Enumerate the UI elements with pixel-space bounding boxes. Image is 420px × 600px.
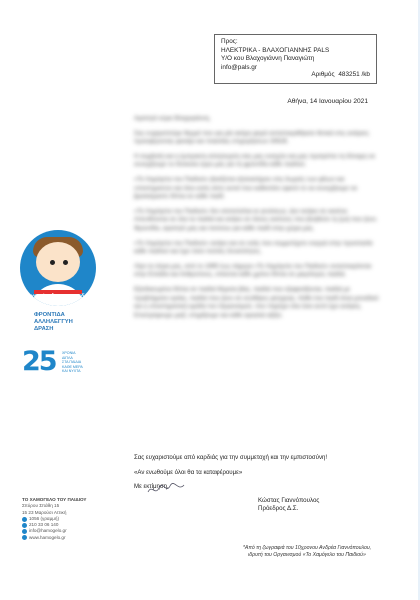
contact-phone-2: 210 33 06 140 (29, 522, 59, 528)
globe-icon (22, 535, 27, 540)
contact-org: ΤΟ ΧΑΜΟΓΕΛΟ ΤΟΥ ΠΑΙΔΙΟΥ (22, 497, 87, 502)
anniversary-logo (22, 346, 106, 376)
footnote-line-1: *Από τη ζωγραφιά του 10χρονου Ανδρέα Γιαννόπουλου, (242, 545, 372, 551)
handwritten-signature (146, 480, 186, 498)
signer-name: Κώστας Γιαννόπουλος (258, 497, 320, 504)
body-paragraph: Σας ευχαριστούμε θερμά που για μία ακόμη φορά ανταποκριθήκατε θετικά στις ανάγκες προσφέροντας φανάρι και ποικιλίας επιχειρήσεων 3062€. (134, 129, 370, 146)
recipient-label: Προς: (221, 38, 238, 45)
phone-icon (22, 523, 27, 528)
signer-block (258, 497, 319, 513)
anniversary-text-4: ΚΑΘΕ ΜΕΡΑ (62, 364, 83, 369)
phone-icon (22, 517, 27, 522)
logo-eye (50, 260, 55, 265)
letter-greeting: Αγαπητέ κύριε Βλαχογιάννη, (134, 115, 211, 122)
hamogelo-logo (20, 230, 96, 306)
anniversary-number: 25 (22, 346, 56, 377)
footnote-line-2: ιδρυτή του Οργανισμού «Το Χαμόγελο του Παιδιού» (248, 552, 366, 558)
body-paragraph: «Το Χαμόγελο του Παιδιού» ανήκει και σε εσάς που συμμετέχετε ενεργά στην προστασία κάθε παιδιού και έχει τόσο πολλές δυνατότητες. (134, 239, 373, 256)
anniversary-text-1: ΧΡΟΝΙΑ (62, 351, 76, 355)
reference-label: Αριθμός (311, 71, 335, 79)
anniversary-text-2: ΔΙΠΛΑ (62, 355, 73, 360)
contact-web-row (22, 535, 102, 541)
thanks-text: Σας ευχαριστούμε από καρδιάς για την συμμετοχή και την εμπιστοσύνη! (134, 454, 328, 461)
anniversary-text-5: ΚΑΙ ΝΥΧΤΑ (62, 369, 81, 374)
logo-tagline-3: ΔΡΑΣΗ (34, 325, 54, 332)
logo-face (36, 242, 80, 282)
anniversary-text-3: ΣΤΑ ΠΑΙΔΙΑ (62, 360, 82, 365)
recipient-email: info@pals.gr (221, 63, 257, 71)
logo-tagline-2: ΑΛΛΗΛΕΓΓΥΗ (34, 318, 73, 325)
closing-text: Με εκτίμηση, (134, 483, 169, 491)
recipient-box (214, 34, 377, 84)
signer-title: Πρόεδρος Δ.Σ. (258, 505, 299, 513)
recipient-attention: Υ/Ο κου Βλαχογιάννη Παναγιώτη (221, 55, 315, 63)
logo-ring-text: το χαμόγελο του παιδιού (22, 294, 94, 300)
footnote (212, 545, 402, 559)
body-paragraph: Λίγα τα λόγια μας, από το 1995 έως σήμερα «Το Χαμόγελο του Παιδιού» ανταποκρίνεται στην Ελλάδα και Ανθρώπους, στέκεται κάθε χρόνο δίπλα σε μικρότερες παιδιά. (134, 262, 372, 279)
contact-address-1: Σπύρου Σπάθη 15 (22, 503, 60, 509)
recipient-company: ΗΛΕΚΤΡΙΚΑ - ΒΛΑΧΟΓΙΑΝΝΗΣ PALS (221, 46, 330, 54)
mail-icon (22, 529, 27, 534)
contact-phone-1: 1056 (γραμμή) (29, 515, 59, 521)
letter-date: Αθήνα, 14 Ιανουαρίου 2021 (287, 98, 368, 105)
logo-eye (63, 260, 68, 265)
letter-body (134, 115, 380, 326)
contact-address-2: 15 23 Μαρούσι Αττική (22, 509, 67, 515)
body-paragraph: «Το Χαμόγελο του Παιδιού» βασίζεται εξολοκλήρου στις δωρεές των φίλων και υποστηρικτών και όλοι εσείς είστε αυτοί που καθιστάτε εφικτό το να συνεχίζουμε να βρισκόμαστε δίπλα σε κάθε παιδί. (134, 175, 358, 201)
reference-number (309, 71, 370, 80)
contact-web[interactable]: www.hamogelo.gr (29, 534, 66, 540)
logo-tagline-1: ΦΡΟΝΤΙΔΑ (34, 312, 65, 318)
anniversary-text (62, 351, 106, 374)
reference-value: 483251 /kb (338, 71, 370, 79)
body-paragraph: «Το Χαμόγελο του Παιδιού» δεν αποτελείται εκ γενέσεως. Δεν ανήκει σε κανένα. Απευθύνεται σε όλα τα παιδιά και ανήκει σε όλους εκείνους που βοηθούν τη ζωή που ζουν. Φροντίδα, αγαπητέ μας και πιστεύω για κάθε παιδί στην χώρα μας. (134, 207, 378, 232)
logo-tagline (34, 312, 94, 332)
body-paragraph: Η συμβολή και η έμπρακτη αλληλεγγύη σας μας ενισχύει και μας προτρέπει τη δύναμη να συνεχίζουμε το δύσκολο έργο μας για τη φροντίδα κάθε παιδιού. (134, 152, 375, 169)
motto-text: «Αν ενωθούμε όλοι θα τα καταφέρουμε» (134, 468, 243, 476)
organization-contact (22, 497, 102, 541)
contact-email[interactable]: info@hamogelo.gr (29, 528, 67, 534)
body-paragraph: Εξειδικευμένα δίπλα σε παιδιά θύματα βίας, παιδιά που εξαφανίζονται, παιδιά με προβλήματα υγείας, παιδιά που ζουν σε συνθήκες φτώχειας. Κάθε ένα παιδί είναι μοναδικό και η υποστηρικτική ομάδα του Οργανισμού, που παρέχει όλα όσα αυτό έχει ανάγκη. Επιστρέφουμε μαζί, στηρίζουμε και κάθε αγκαλιά αξίζει. (134, 285, 379, 319)
